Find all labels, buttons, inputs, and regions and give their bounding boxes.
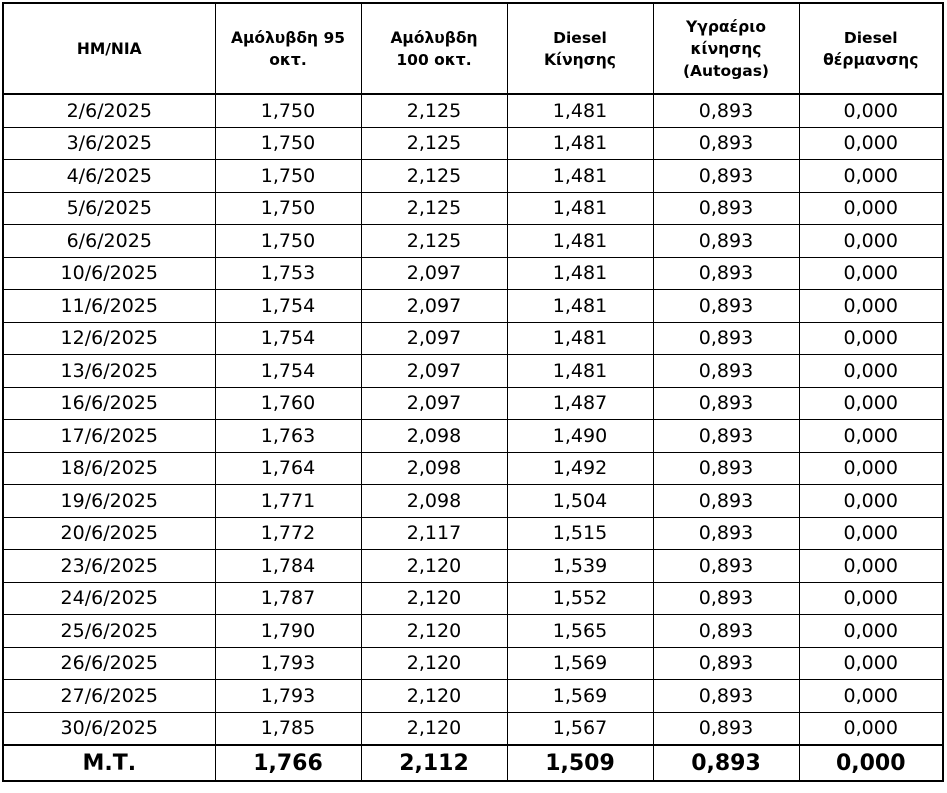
- cell-date: 10/6/2025: [3, 257, 215, 290]
- header-autogas: [653, 3, 799, 94]
- cell-autogas: 0,893: [653, 192, 799, 225]
- table-row: [3, 517, 943, 550]
- table-row: [3, 94, 943, 127]
- cell-heating-diesel: 0,000: [799, 485, 943, 518]
- header-row: [3, 3, 943, 94]
- average-unleaded-100: 2,112: [361, 745, 507, 781]
- cell-heating-diesel: 0,000: [799, 712, 943, 745]
- table-body: [3, 94, 943, 745]
- cell-autogas: 0,893: [653, 127, 799, 160]
- cell-autogas: 0,893: [653, 387, 799, 420]
- cell-heating-diesel: 0,000: [799, 355, 943, 388]
- cell-diesel-motion: 1,481: [507, 290, 653, 323]
- cell-diesel-motion: 1,567: [507, 712, 653, 745]
- cell-date: 11/6/2025: [3, 290, 215, 323]
- cell-heating-diesel: 0,000: [799, 290, 943, 323]
- cell-date: 20/6/2025: [3, 517, 215, 550]
- cell-date: 24/6/2025: [3, 582, 215, 615]
- cell-diesel-motion: 1,481: [507, 257, 653, 290]
- table-row: [3, 550, 943, 583]
- cell-date: 23/6/2025: [3, 550, 215, 583]
- cell-unleaded-100: 2,125: [361, 160, 507, 193]
- table-row: [3, 615, 943, 648]
- cell-unleaded-95: 1,754: [215, 290, 361, 323]
- cell-autogas: 0,893: [653, 582, 799, 615]
- cell-unleaded-95: 1,790: [215, 615, 361, 648]
- cell-heating-diesel: 0,000: [799, 257, 943, 290]
- cell-date: 27/6/2025: [3, 680, 215, 713]
- cell-autogas: 0,893: [653, 485, 799, 518]
- table-row: [3, 127, 943, 160]
- cell-autogas: 0,893: [653, 160, 799, 193]
- cell-autogas: 0,893: [653, 550, 799, 583]
- table-row: [3, 647, 943, 680]
- header-unleaded-100-line-1: Αμόλυβδη: [390, 28, 478, 47]
- cell-unleaded-100: 2,097: [361, 322, 507, 355]
- header-heating-diesel: [799, 3, 943, 94]
- header-autogas-line-3: (Autogas): [682, 61, 770, 80]
- cell-diesel-motion: 1,481: [507, 322, 653, 355]
- cell-unleaded-100: 2,120: [361, 550, 507, 583]
- cell-diesel-motion: 1,565: [507, 615, 653, 648]
- cell-heating-diesel: 0,000: [799, 452, 943, 485]
- cell-date: 18/6/2025: [3, 452, 215, 485]
- average-unleaded-95: 1,766: [215, 745, 361, 781]
- cell-date: 16/6/2025: [3, 387, 215, 420]
- table-row: [3, 582, 943, 615]
- cell-unleaded-100: 2,125: [361, 225, 507, 258]
- cell-autogas: 0,893: [653, 420, 799, 453]
- cell-date: 26/6/2025: [3, 647, 215, 680]
- cell-unleaded-100: 2,120: [361, 615, 507, 648]
- fuel-prices-table: [2, 2, 944, 782]
- cell-unleaded-95: 1,772: [215, 517, 361, 550]
- cell-autogas: 0,893: [653, 647, 799, 680]
- cell-diesel-motion: 1,569: [507, 647, 653, 680]
- average-label: Μ.Τ.: [3, 745, 215, 781]
- cell-unleaded-95: 1,784: [215, 550, 361, 583]
- cell-heating-diesel: 0,000: [799, 582, 943, 615]
- table-row: [3, 160, 943, 193]
- cell-date: 25/6/2025: [3, 615, 215, 648]
- cell-heating-diesel: 0,000: [799, 225, 943, 258]
- cell-heating-diesel: 0,000: [799, 322, 943, 355]
- table-row: [3, 192, 943, 225]
- cell-diesel-motion: 1,490: [507, 420, 653, 453]
- cell-date: 17/6/2025: [3, 420, 215, 453]
- header-heating-diesel-line-2: θέρμανσης: [823, 50, 919, 69]
- cell-heating-diesel: 0,000: [799, 647, 943, 680]
- cell-unleaded-100: 2,125: [361, 94, 507, 127]
- header-diesel-motion-line-2: Κίνησης: [544, 50, 616, 69]
- cell-date: 2/6/2025: [3, 94, 215, 127]
- cell-unleaded-95: 1,793: [215, 647, 361, 680]
- header-diesel-motion: [507, 3, 653, 94]
- cell-unleaded-100: 2,125: [361, 127, 507, 160]
- cell-heating-diesel: 0,000: [799, 387, 943, 420]
- cell-autogas: 0,893: [653, 290, 799, 323]
- cell-unleaded-95: 1,764: [215, 452, 361, 485]
- cell-diesel-motion: 1,487: [507, 387, 653, 420]
- cell-autogas: 0,893: [653, 257, 799, 290]
- cell-unleaded-100: 2,117: [361, 517, 507, 550]
- cell-date: 19/6/2025: [3, 485, 215, 518]
- cell-date: 4/6/2025: [3, 160, 215, 193]
- cell-autogas: 0,893: [653, 680, 799, 713]
- header-unleaded-95-line-1: Αμόλυβδη 95: [230, 28, 346, 47]
- table-row: [3, 485, 943, 518]
- cell-autogas: 0,893: [653, 712, 799, 745]
- cell-unleaded-95: 1,760: [215, 387, 361, 420]
- cell-unleaded-100: 2,120: [361, 680, 507, 713]
- cell-unleaded-95: 1,771: [215, 485, 361, 518]
- cell-diesel-motion: 1,481: [507, 225, 653, 258]
- cell-unleaded-100: 2,125: [361, 192, 507, 225]
- cell-unleaded-95: 1,750: [215, 94, 361, 127]
- cell-unleaded-95: 1,750: [215, 160, 361, 193]
- table-row: [3, 452, 943, 485]
- cell-diesel-motion: 1,539: [507, 550, 653, 583]
- cell-unleaded-95: 1,754: [215, 322, 361, 355]
- cell-diesel-motion: 1,515: [507, 517, 653, 550]
- cell-unleaded-95: 1,793: [215, 680, 361, 713]
- cell-unleaded-100: 2,097: [361, 290, 507, 323]
- cell-heating-diesel: 0,000: [799, 550, 943, 583]
- average-autogas: 0,893: [653, 745, 799, 781]
- cell-diesel-motion: 1,481: [507, 160, 653, 193]
- average-heating-diesel: 0,000: [799, 745, 943, 781]
- cell-heating-diesel: 0,000: [799, 160, 943, 193]
- cell-date: 5/6/2025: [3, 192, 215, 225]
- cell-autogas: 0,893: [653, 94, 799, 127]
- cell-heating-diesel: 0,000: [799, 680, 943, 713]
- table-row: [3, 680, 943, 713]
- cell-unleaded-95: 1,754: [215, 355, 361, 388]
- cell-diesel-motion: 1,569: [507, 680, 653, 713]
- table-footer: [3, 745, 943, 781]
- cell-unleaded-95: 1,785: [215, 712, 361, 745]
- cell-heating-diesel: 0,000: [799, 94, 943, 127]
- cell-diesel-motion: 1,481: [507, 355, 653, 388]
- cell-unleaded-100: 2,120: [361, 647, 507, 680]
- cell-unleaded-95: 1,763: [215, 420, 361, 453]
- cell-date: 30/6/2025: [3, 712, 215, 745]
- cell-autogas: 0,893: [653, 452, 799, 485]
- cell-diesel-motion: 1,481: [507, 192, 653, 225]
- cell-diesel-motion: 1,481: [507, 94, 653, 127]
- table-row: [3, 257, 943, 290]
- cell-unleaded-95: 1,750: [215, 127, 361, 160]
- table-row: [3, 322, 943, 355]
- header-date: [3, 3, 215, 94]
- cell-heating-diesel: 0,000: [799, 420, 943, 453]
- header-date-line-1: ΗΜ/ΝΙΑ: [76, 39, 142, 58]
- header-diesel-motion-line-1: Diesel: [553, 28, 607, 47]
- cell-autogas: 0,893: [653, 355, 799, 388]
- table-header: [3, 3, 943, 94]
- header-autogas-line-2: κίνησης: [690, 39, 762, 58]
- cell-unleaded-95: 1,750: [215, 225, 361, 258]
- header-unleaded-95: [215, 3, 361, 94]
- table-row: [3, 712, 943, 745]
- cell-unleaded-100: 2,120: [361, 582, 507, 615]
- cell-unleaded-100: 2,097: [361, 387, 507, 420]
- header-unleaded-100-line-2: 100 οκτ.: [396, 50, 472, 69]
- table-row: [3, 290, 943, 323]
- cell-unleaded-100: 2,097: [361, 355, 507, 388]
- cell-heating-diesel: 0,000: [799, 192, 943, 225]
- cell-date: 13/6/2025: [3, 355, 215, 388]
- cell-unleaded-100: 2,097: [361, 257, 507, 290]
- header-unleaded-95-line-2: οκτ.: [269, 50, 307, 69]
- cell-diesel-motion: 1,552: [507, 582, 653, 615]
- header-autogas-line-1: Υγραέριο: [686, 17, 766, 36]
- table-row: [3, 355, 943, 388]
- cell-unleaded-95: 1,753: [215, 257, 361, 290]
- cell-unleaded-100: 2,098: [361, 420, 507, 453]
- cell-autogas: 0,893: [653, 517, 799, 550]
- cell-heating-diesel: 0,000: [799, 127, 943, 160]
- cell-date: 12/6/2025: [3, 322, 215, 355]
- table-row: [3, 225, 943, 258]
- cell-unleaded-100: 2,120: [361, 712, 507, 745]
- cell-diesel-motion: 1,504: [507, 485, 653, 518]
- cell-unleaded-95: 1,750: [215, 192, 361, 225]
- cell-heating-diesel: 0,000: [799, 615, 943, 648]
- cell-autogas: 0,893: [653, 322, 799, 355]
- cell-autogas: 0,893: [653, 615, 799, 648]
- table-row: [3, 420, 943, 453]
- cell-heating-diesel: 0,000: [799, 517, 943, 550]
- cell-unleaded-95: 1,787: [215, 582, 361, 615]
- cell-date: 6/6/2025: [3, 225, 215, 258]
- cell-unleaded-100: 2,098: [361, 485, 507, 518]
- cell-diesel-motion: 1,481: [507, 127, 653, 160]
- cell-diesel-motion: 1,492: [507, 452, 653, 485]
- average-diesel-motion: 1,509: [507, 745, 653, 781]
- table-row: [3, 387, 943, 420]
- cell-date: 3/6/2025: [3, 127, 215, 160]
- average-row: [3, 745, 943, 781]
- header-unleaded-100: [361, 3, 507, 94]
- header-heating-diesel-line-1: Diesel: [843, 28, 898, 47]
- cell-autogas: 0,893: [653, 225, 799, 258]
- cell-unleaded-100: 2,098: [361, 452, 507, 485]
